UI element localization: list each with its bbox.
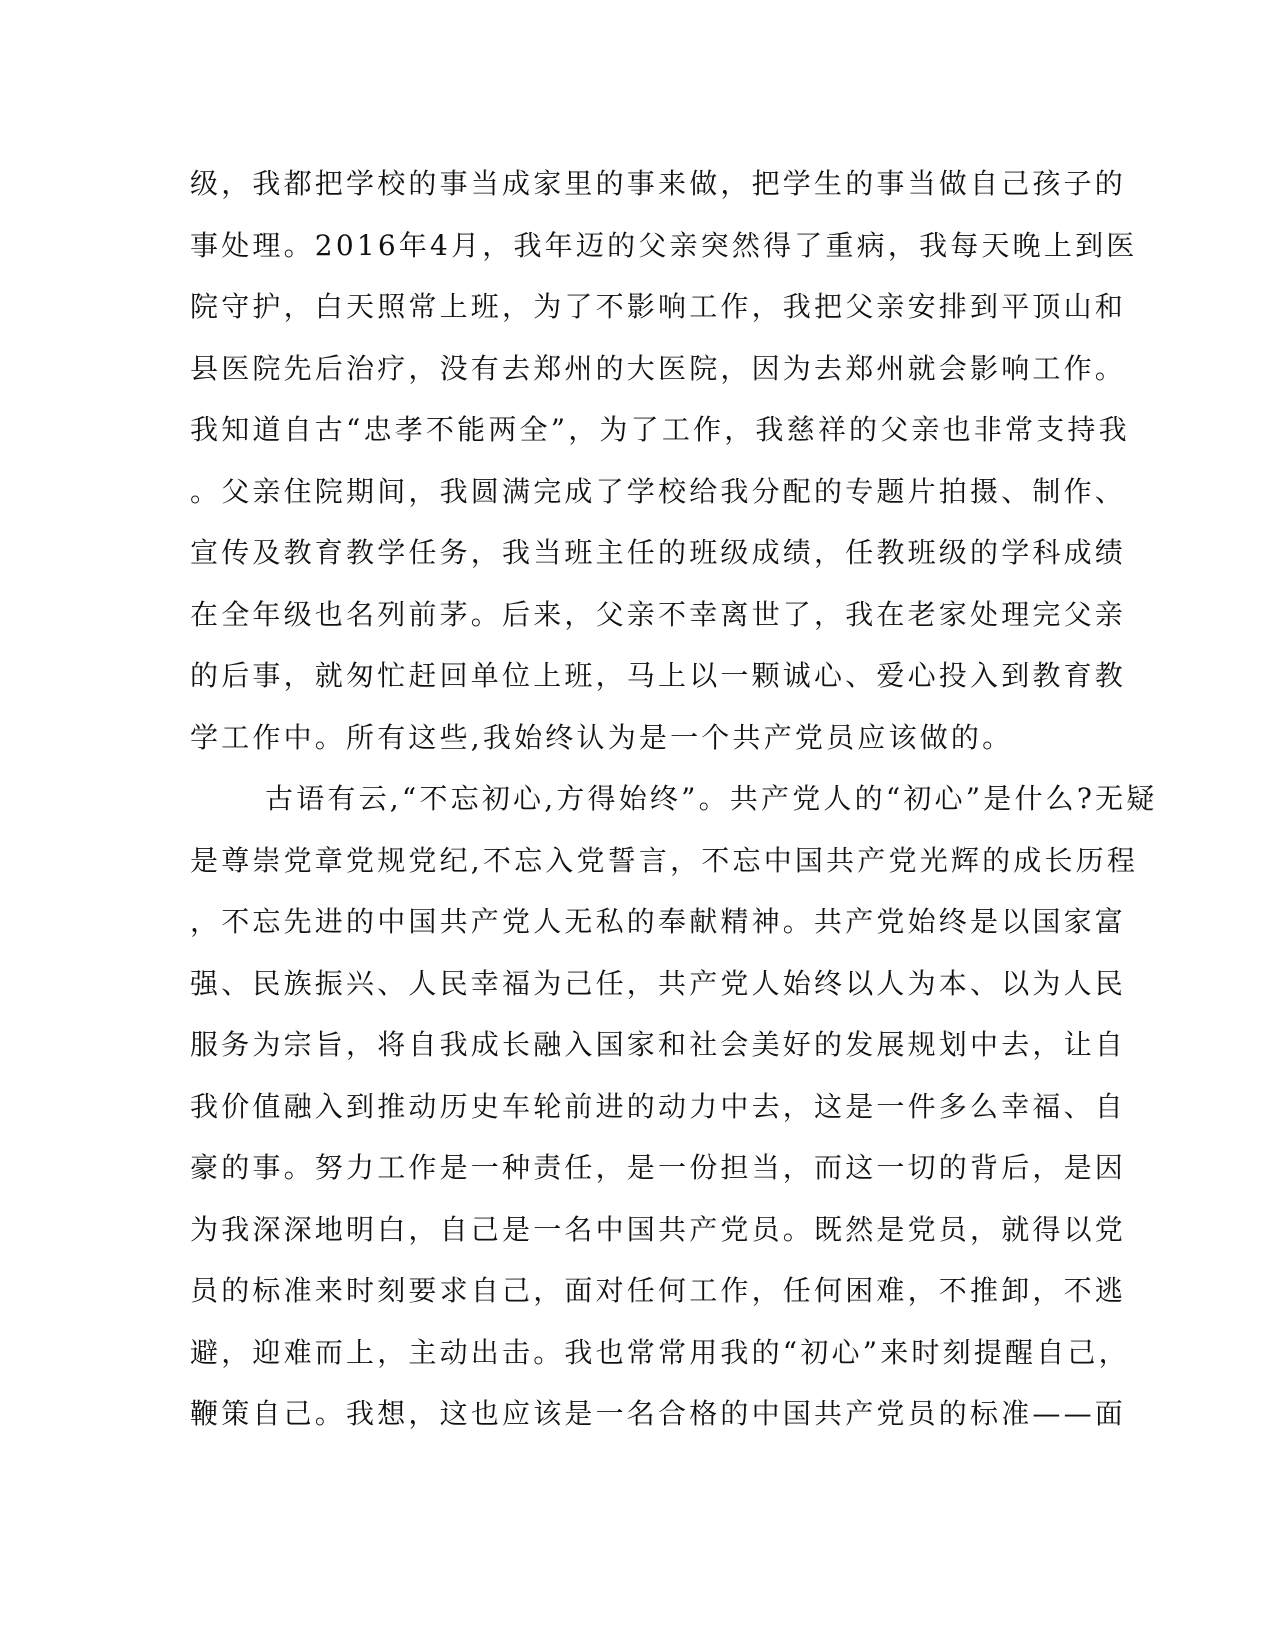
text-line: 鞭策自己。我想，这也应该是一名合格的中国共产党员的标准——面 xyxy=(190,1397,1127,1430)
text-line: 我价值融入到推动历史车轮前进的动力中去，这是一件多么幸福、自 xyxy=(190,1089,1127,1123)
text-line: 县医院先后治疗，没有去郑州的大医院，因为去郑州就会影响工作。 xyxy=(190,351,1127,385)
text-line: 。父亲住院期间，我圆满完成了学校给我分配的专题片拍摄、制作、 xyxy=(190,474,1127,508)
text-line: 的后事，就匆忙赶回单位上班，马上以一颗诚心、爱心投入到教育教 xyxy=(190,659,1127,692)
text-line: ，不忘先进的中国共产党人无私的奉献精神。共产党始终是以国家富 xyxy=(190,905,1127,938)
text-line: 我知道自古“忠孝不能两全”，为了工作，我慈祥的父亲也非常支持我 xyxy=(190,413,1130,446)
text-line: 事处理。2016年4月，我年迈的父亲突然得了重病，我每天晚上到医 xyxy=(190,228,1138,262)
text-line: 避，迎难而上，主动出击。我也常常用我的“初心”来时刻提醒自己， xyxy=(190,1335,1130,1369)
text-line: 级，我都把学校的事当成家里的事来做，把学生的事当做自己孩子的 xyxy=(190,167,1127,200)
text-line: 学工作中。所有这些,我始终认为是一个共产党员应该做的。 xyxy=(190,720,1014,754)
text-line: 员的标准来时刻要求自己，面对任何工作，任何困难，不推卸，不逃 xyxy=(190,1274,1127,1307)
text-line: 豪的事。努力工作是一种责任，是一份担当，而这一切的背后，是因 xyxy=(190,1151,1127,1184)
paragraph-first-line: 古语有云,“不忘初心,方得始终”。共产党人的“初心”是什么?无疑 xyxy=(265,782,1158,815)
text-line: 为我深深地明白，自己是一名中国共产党员。既然是党员，就得以党 xyxy=(190,1212,1127,1246)
text-line: 院守护，白天照常上班，为了不影响工作，我把父亲安排到平顶山和 xyxy=(190,290,1127,323)
text-line: 宣传及教育教学任务，我当班主任的班级成绩，任教班级的学科成绩 xyxy=(190,536,1127,569)
text-line: 是尊崇党章党规党纪,不忘入党誓言，不忘中国共产党光辉的成长历程 xyxy=(190,843,1139,877)
body-text xyxy=(190,167,1158,1460)
text-line: 服务为宗旨，将自我成长融入国家和社会美好的发展规划中去，让自 xyxy=(190,1028,1127,1061)
text-line: 强、民族振兴、人民幸福为己任，共产党人始终以人为本、以为人民 xyxy=(190,966,1127,1000)
text-line: 在全年级也名列前茅。后来，父亲不幸离世了，我在老家处理完父亲 xyxy=(190,597,1127,631)
